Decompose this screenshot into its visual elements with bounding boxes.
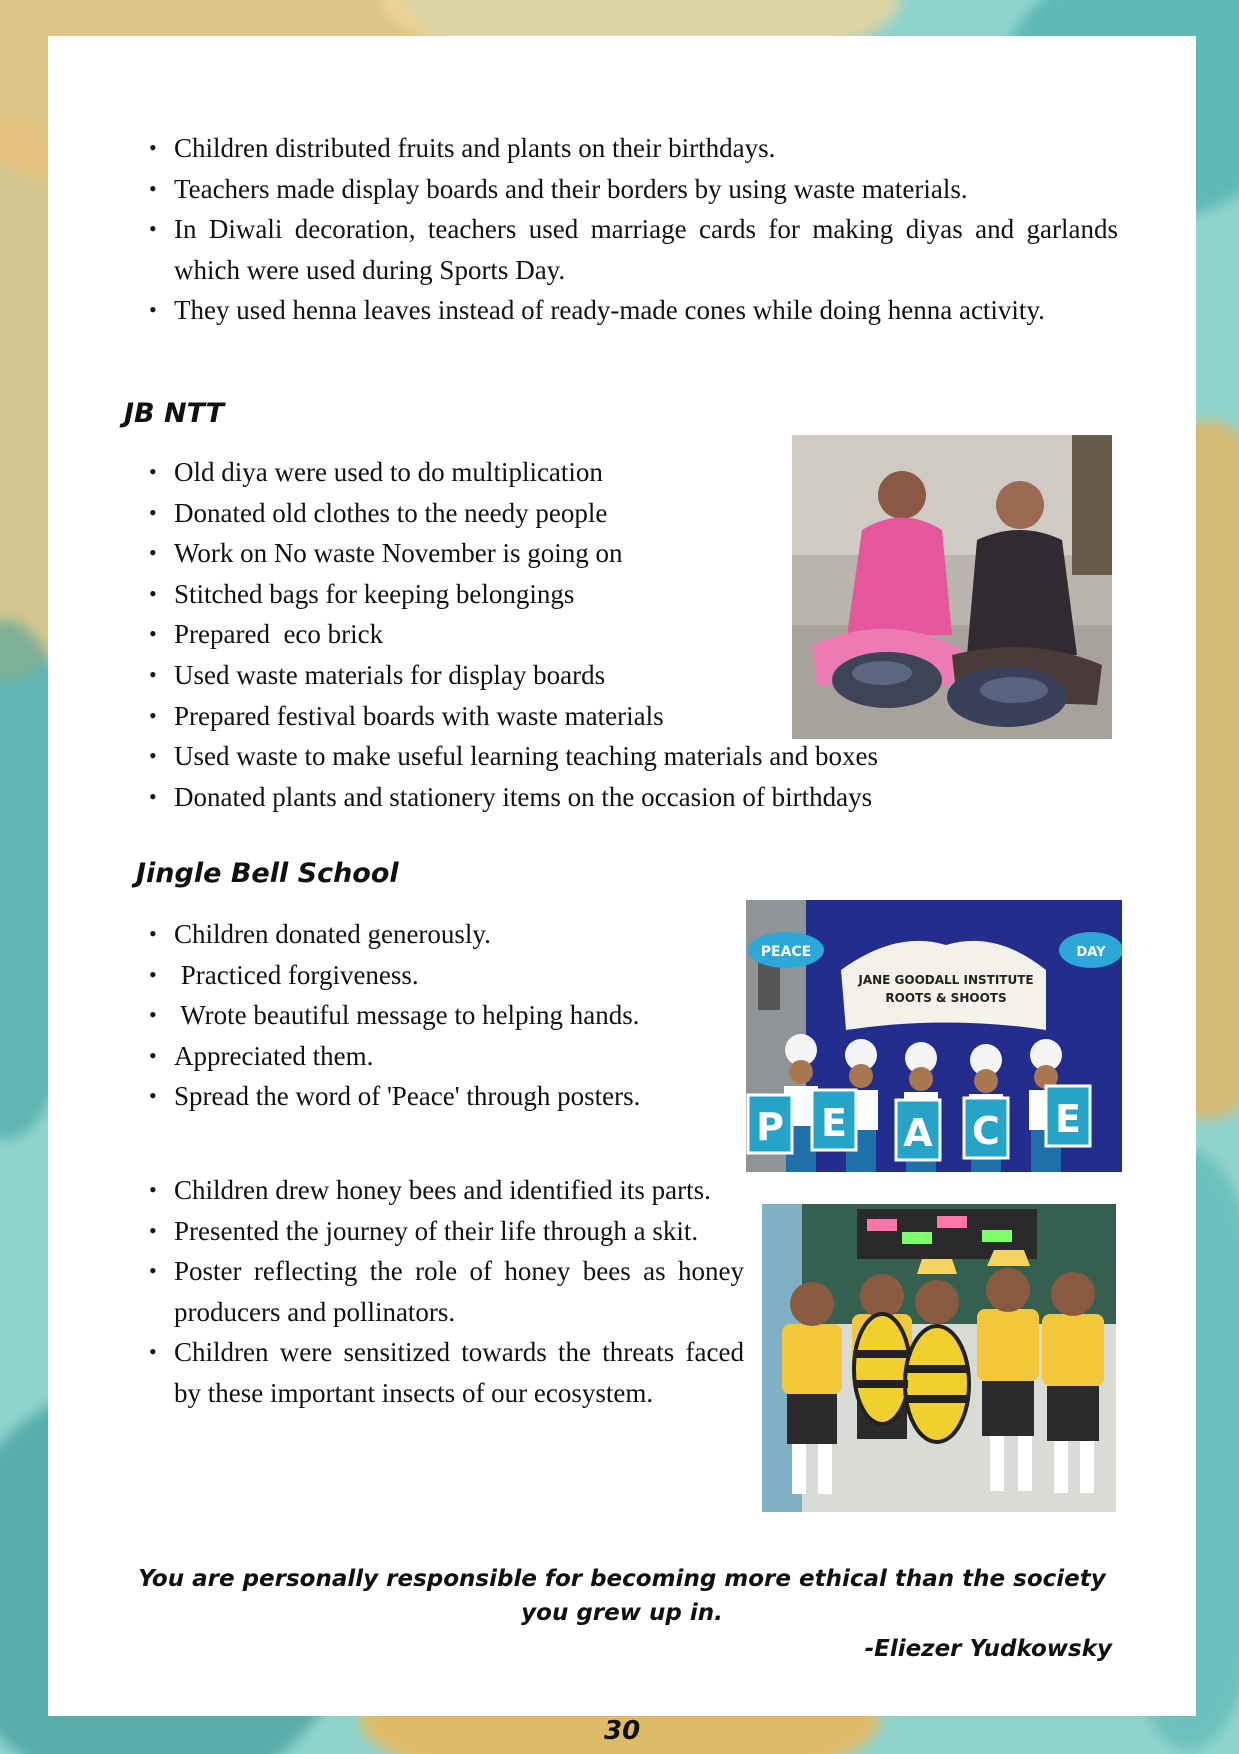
list-item: • Children drew honey bees and identified its parts. <box>174 1170 744 1211</box>
list-item: • Children distributed fruits and plants on their birthdays. <box>174 128 1118 169</box>
peace-cloud-label: PEACE <box>760 944 812 960</box>
poster-letter: C <box>972 1109 1000 1153</box>
list-item: • Old diya were used to do multiplication <box>174 452 1074 493</box>
day-cloud-label: DAY <box>1076 945 1106 960</box>
list-item: • Practiced forgiveness. <box>174 955 754 996</box>
section-heading-jingle-bell: Jingle Bell School <box>136 858 399 889</box>
list-item: • Presented the journey of their life through a skit. <box>174 1211 744 1252</box>
list-item: • Stitched bags for keeping belongings <box>174 574 1074 615</box>
list-item: • Prepared festival boards with waste materials <box>174 696 1074 737</box>
list-item: • Prepared eco brick <box>174 614 1074 655</box>
page-sheet <box>48 36 1196 1716</box>
honey-bee-list <box>174 1170 744 1414</box>
list-item: • They used henna leaves instead of ready-made cones while doing henna activity. <box>174 290 1118 331</box>
poster-letter: P <box>756 1105 784 1149</box>
list-item: • Used waste to make useful learning teaching materials and boxes <box>174 736 1074 777</box>
banner-line-2: ROOTS & SHOOTS <box>885 991 1007 1005</box>
poster-letter: E <box>821 1101 847 1145</box>
list-item: • Used waste materials for display boards <box>174 655 1074 696</box>
poster-letter: E <box>1055 1097 1081 1141</box>
intro-list <box>174 128 1118 331</box>
list-item: • Donated plants and stationery items on the occasion of birthdays <box>174 777 1074 818</box>
list-item: • Children donated generously. <box>174 914 754 955</box>
poster-letter: A <box>903 1111 933 1155</box>
list-item: • Donated old clothes to the needy people <box>174 493 1074 534</box>
list-item: • Poster reflecting the role of honey bees as honey producers and pollinators. <box>174 1251 744 1332</box>
honey-bee-photo <box>762 1204 1116 1512</box>
list-item: • Teachers made display boards and their borders by using waste materials. <box>174 169 1118 210</box>
section-heading-jb-ntt: JB NTT <box>124 398 225 429</box>
list-item: • In Diwali decoration, teachers used marriage cards for making diyas and garlands which were used during Sports Day. <box>174 209 1118 290</box>
list-item: • Children were sensitized towards the threats faced by these important insects of our ecosystem. <box>174 1332 744 1413</box>
closing-quote: You are personally responsible for becoming more ethical than the society you grew up in. <box>138 1566 1106 1626</box>
page-number: 30 <box>604 1716 641 1746</box>
list-item: • Appreciated them. <box>174 1036 754 1077</box>
peace-list <box>174 914 754 1117</box>
eco-brick-photo <box>792 435 1112 739</box>
banner-line-1: JANE GOODALL INSTITUTE <box>858 973 1034 987</box>
quote-author: -Eliezer Yudkowsky <box>864 1636 1112 1662</box>
peace-day-photo <box>746 900 1122 1172</box>
list-item: • Work on No waste November is going on <box>174 533 1074 574</box>
list-item: • Wrote beautiful message to helping hands. <box>174 995 754 1036</box>
list-item: • Spread the word of 'Peace' through posters. <box>174 1076 754 1117</box>
